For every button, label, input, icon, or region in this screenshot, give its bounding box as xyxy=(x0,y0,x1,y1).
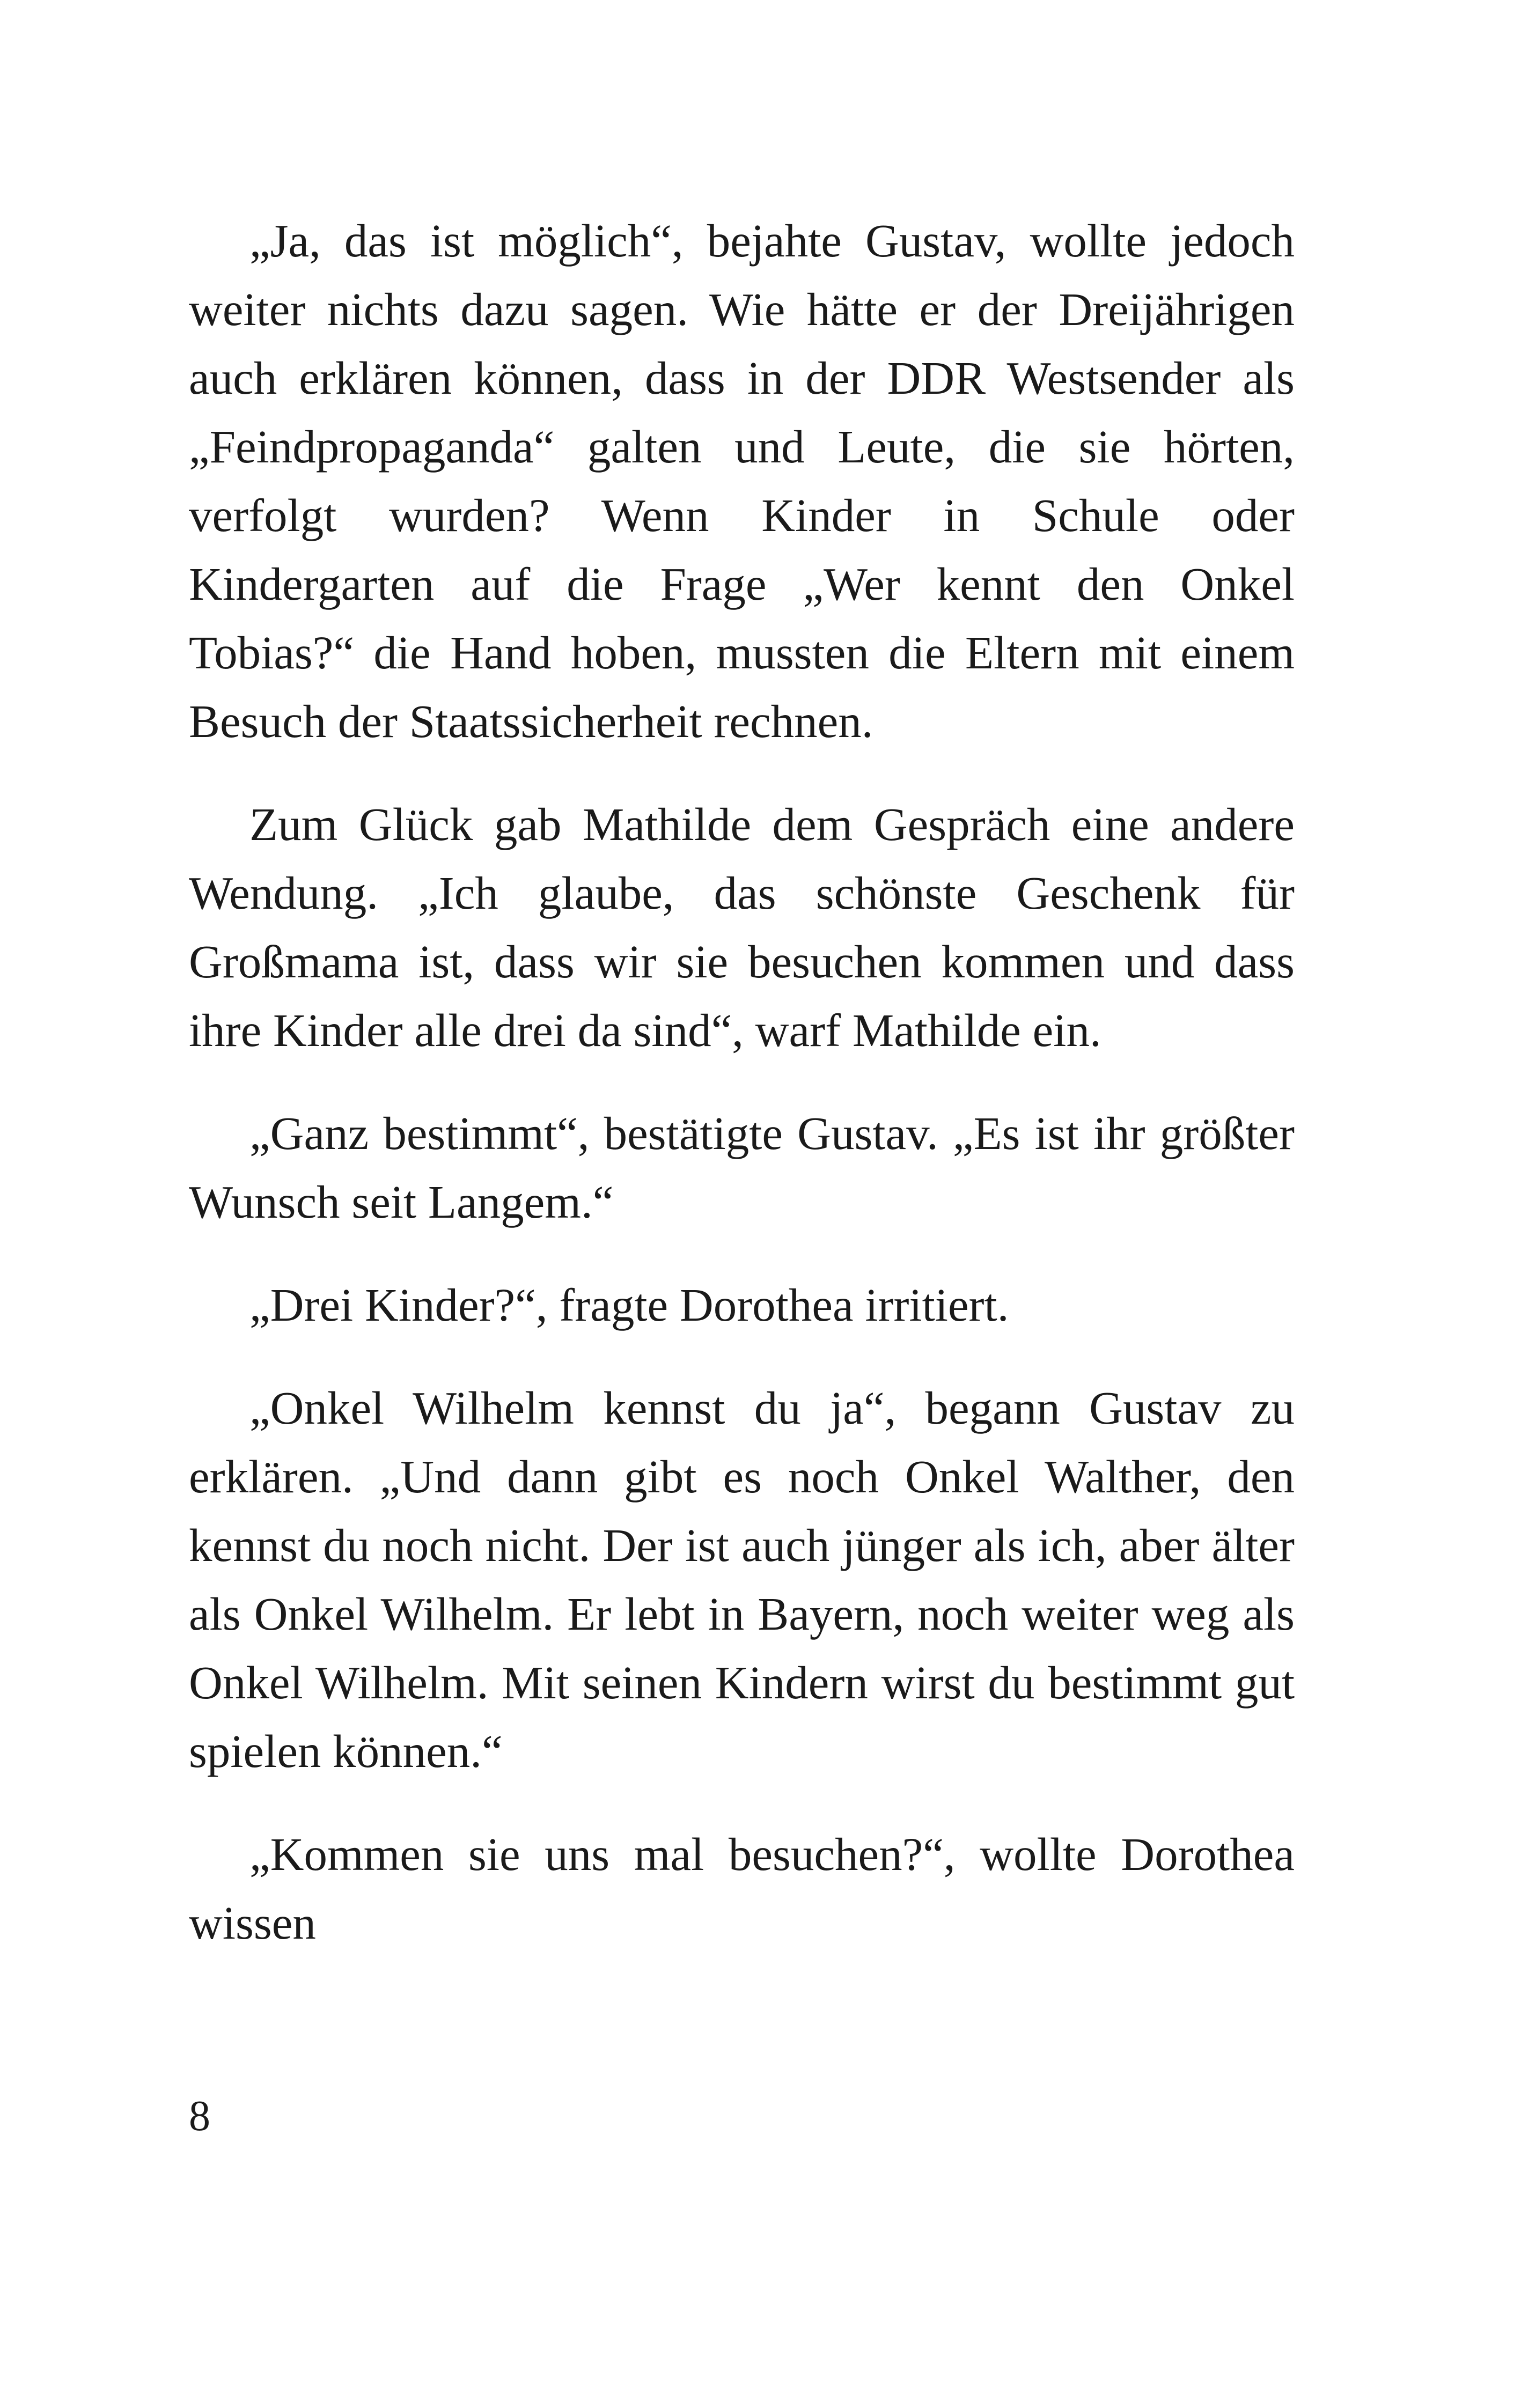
paragraph-3: „Ganz bestimmt“, bestätigte Gustav. „Es ist ihr größter Wunsch seit Langem.“ xyxy=(189,1107,1295,1228)
page-number: 8 xyxy=(189,2093,210,2140)
paragraph-6: „Kommen sie uns mal besuchen?“, wollte Dorothea wissen xyxy=(189,1828,1295,1949)
paragraph-4: „Drei Kinder?“, fragte Dorothea irritiert. xyxy=(249,1279,1009,1331)
paragraph-2: Zum Glück gab Mathilde dem Gespräch eine andere Wendung. „Ich glaube, das schönste Geschenk für Großmama ist, dass wir sie besuchen kommen und dass ihre Kinder alle drei da sind“, warf Mathilde ein. xyxy=(189,798,1295,1056)
body-text xyxy=(189,207,1295,1992)
paragraph-5: „Onkel Wilhelm kennst du ja“, begann Gustav zu erklären. „Und dann gibt es noch Onkel Walther, den kennst du noch nicht. Der ist auch jünger als ich, aber älter als Onkel Wilhelm. Er lebt in Bayern, noch weiter weg als Onkel Wilhelm. Mit seinen Kindern wirst du bestimmt gut spielen können.“ xyxy=(189,1382,1295,1777)
paragraph-1: „Ja, das ist möglich“, bejahte Gustav, wollte jedoch weiter nichts dazu sagen. Wie hätte er der Dreijährigen auch erklären können, dass in der DDR Westsender als „Feindpropaganda“ galten und Leute, die sie hörten, verfolgt wurden? Wenn Kinder in Schule oder Kindergarten auf die Frage „Wer kennt den Onkel Tobias?“ die Hand hoben, mussten die Eltern mit einem Besuch der Staatssicherheit rechnen. xyxy=(189,215,1295,747)
